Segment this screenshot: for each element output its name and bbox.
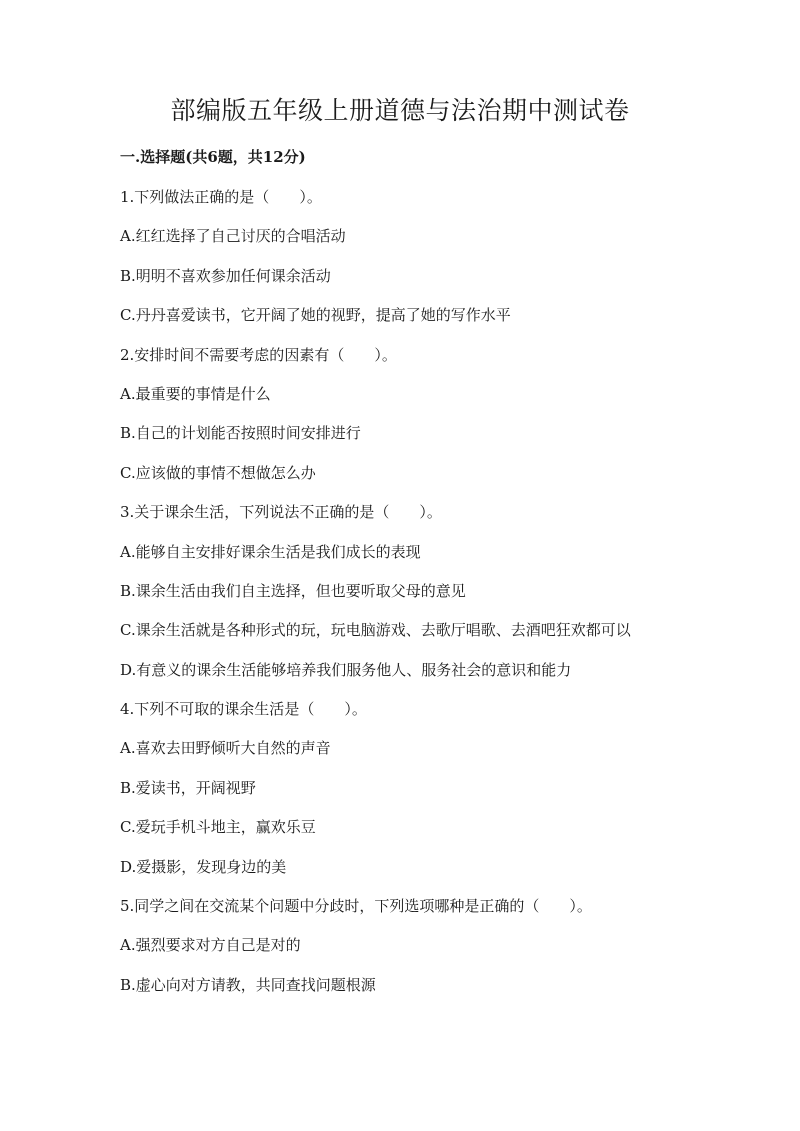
option-line: B.明明不喜欢参加任何课余活动: [120, 266, 331, 285]
option-line: A.红红选择了自己讨厌的合唱活动: [120, 227, 346, 246]
option-line: C.丹丹喜爱读书，它开阔了她的视野，提高了她的写作水平: [120, 306, 511, 325]
question-line: 2.安排时间不需要考虑的因素有（ ）。: [120, 345, 397, 364]
question-line: 1.下列做法正确的是（ ）。: [120, 188, 322, 206]
question-list: [120, 187, 760, 1014]
question-line: 3.关于课余生活，下列说法不正确的是（ ）。: [120, 503, 442, 522]
option-line: D.有意义的课余生活能够培养我们服务他人、服务社会的意识和能力: [120, 660, 572, 679]
option-line: C.爱玩手机斗地主，赢欢乐豆: [120, 818, 316, 837]
option-line: B.虚心向对方请教，共同查找问题根源: [120, 975, 376, 994]
option-line: A.强烈要求对方自己是对的: [120, 936, 301, 955]
option-line: B.爱读书，开阔视野: [120, 778, 256, 797]
page-title: 部编版五年级上册道德与法治期中测试卷: [170, 96, 630, 125]
section-heading: 一.选择题(共6题，共12分): [120, 148, 306, 166]
option-line: B.自己的计划能否按照时间安排进行: [120, 424, 361, 443]
option-line: D.爱摄影，发现身边的美: [120, 857, 287, 876]
option-line: A.能够自主安排好课余生活是我们成长的表现: [120, 542, 421, 561]
option-line: A.最重要的事情是什么: [120, 384, 271, 403]
option-line: B.课余生活由我们自主选择，但也要听取父母的意见: [120, 581, 466, 600]
question-line: 4.下列不可取的课余生活是（ ）。: [120, 700, 367, 719]
option-line: A.喜欢去田野倾听大自然的声音: [120, 739, 331, 758]
option-line: C.应该做的事情不想做怎么办: [120, 463, 316, 482]
option-line: C.课余生活就是各种形式的玩，玩电脑游戏、去歌厅唱歌、去酒吧狂欢都可以: [120, 621, 631, 640]
question-line: 5.同学之间在交流某个问题中分歧时，下列选项哪种是正确的（ ）。: [120, 897, 592, 916]
